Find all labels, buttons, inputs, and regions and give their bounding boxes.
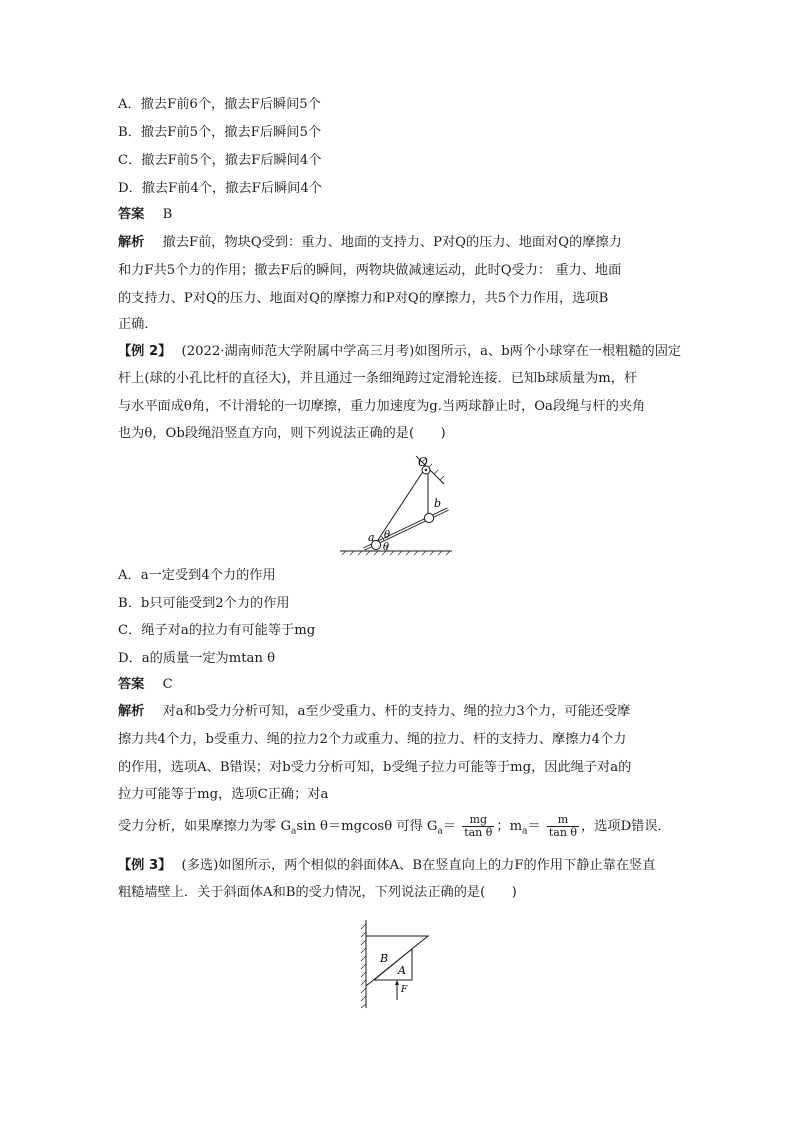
answer-label: 答案 (118, 677, 145, 692)
wall-hatch (361, 924, 366, 1008)
label-o: O (418, 455, 428, 469)
answer-value: C (162, 677, 173, 692)
formula-mid: sin θ＝mgcosθ 可得 G (296, 819, 438, 834)
ex2-option-d: D．a的质量一定为mtan θ (118, 651, 276, 666)
ex2-figure (330, 448, 470, 556)
q1-analysis-line-4: 正确． (118, 317, 158, 332)
q1-analysis-line-2: 和力F共5个力的作用；撤去F后的瞬间，两物块做减速运动，此时Q受力： 重力、地面 (118, 263, 622, 278)
q1-analysis-line-1 (118, 234, 622, 252)
example-tag: 【例 3】 (118, 858, 172, 873)
ex2-stem-line-4: 也为θ，Ob段绳沿竖直方向，则下列说法正确的是( ) (118, 426, 446, 441)
ex2-analysis-line-4: 拉力可能等于mg，选项C正确；对a (118, 787, 329, 802)
label-b: b (434, 497, 442, 510)
ex2-answer (118, 676, 173, 694)
ex2-formula-line (118, 813, 671, 843)
label-theta-ground: θ (383, 542, 390, 553)
label-a: A (398, 964, 406, 977)
ex2-option-a: A．a一定受到4个力的作用 (118, 568, 276, 583)
ex3-stem-line-2: 粗糙墙壁上．关于斜面体A和B的受力情况，下列说法正确的是( ) (118, 885, 517, 900)
ex2-stem-line-3: 与水平面成θ角，不计滑轮的一切摩擦，重力加速度为g.当两球静止时，Oa段绳与杆的夹角 (118, 399, 646, 414)
pulley-axle (425, 469, 427, 471)
q1-option-c: C．撤去F前5个，撤去F后瞬间4个 (118, 153, 322, 168)
fraction-1-numerator: mg (462, 814, 494, 827)
analysis-text: 对a和b受力分析可知，a至少受重力、杆的支持力、绳的拉力3个力，可能还受摩 (162, 704, 631, 719)
fraction-2-numerator: m (547, 814, 579, 827)
ball-b (424, 513, 433, 522)
ex2-option-b: B．b只可能受到2个力的作用 (118, 596, 290, 611)
q1-option-a: A．撤去F前6个，撤去F后瞬间5个 (118, 97, 321, 112)
formula-lead: 受力分析，如果摩擦力为零 G (118, 819, 291, 834)
force-arrow-head (395, 980, 399, 985)
answer-value: B (162, 207, 173, 222)
analysis-label: 解析 (118, 704, 145, 719)
fraction-1 (462, 814, 494, 839)
example-tag: 【例 2】 (118, 344, 172, 359)
q1-analysis-line-3: 的支持力、P对Q的压力、地面对Q的摩擦力和P对Q的摩擦力，共5个力作用，选项B (118, 291, 609, 306)
label-b: B (380, 952, 389, 965)
ex3-stem-line-1 (118, 857, 655, 875)
formula-eq-2: ＝ (527, 819, 541, 834)
formula-sub-a-2: a (437, 826, 443, 837)
stem-text: (2022·湖南师范大学附属中学高三月考)如图所示，a、b两个小球穿在一根粗糙的固定 (181, 344, 682, 359)
ex2-analysis-line-2: 擦力共4个力，b受重力、绳的拉力2个力或重力、绳的拉力、杆的支持力、摩擦力4个力 (118, 732, 627, 747)
q1-answer (118, 206, 172, 224)
fraction-1-denominator: tan θ (464, 826, 493, 839)
label-theta-string: θ (384, 530, 391, 541)
ex2-option-c: C．绳子对a的拉力有可能等于mg (118, 623, 316, 638)
q1-option-b: B．撤去F前5个，撤去F后瞬间5个 (118, 125, 322, 140)
fraction-2-denominator: tan θ (548, 826, 578, 839)
analysis-text: 撤去F前，物块Q受到：重力、地面的支持力、P对Q的压力、地面对Q的摩擦力 (162, 235, 622, 250)
formula-sub-a: a (290, 826, 297, 837)
q1-option-d: D．撤去F前4个，撤去F后瞬间4个 (118, 181, 322, 196)
answer-label: 答案 (118, 207, 145, 222)
formula-eq: ＝ (442, 819, 456, 834)
formula-tail: ，选项D错误． (581, 819, 671, 834)
stem-text: (多选)如图所示，两个相似的斜面体A、B在竖直向上的力F的作用下静止靠在竖直 (181, 858, 656, 873)
ex3-figure (350, 918, 436, 1010)
analysis-label: 解析 (118, 235, 145, 250)
ex2-stem-line-2: 杆上(球的小孔比杆的直径大)，并且通过一条细绳跨过定滑轮连接．已知b球质量为m，杆 (118, 371, 638, 386)
ground-hatch (342, 551, 450, 555)
formula-sub-a-3: a (522, 826, 528, 837)
formula-sep: ；m (496, 819, 523, 834)
label-f: F (401, 985, 408, 995)
ex2-analysis-line-1 (118, 703, 630, 721)
ex2-stem-line-1 (118, 343, 681, 361)
ex2-analysis-line-3: 的作用，选项A、B错误；对b受力分析可知，b受绳子拉力可能等于mg，因此绳子对a的 (118, 760, 632, 775)
label-a: a (368, 531, 375, 544)
fraction-2 (547, 814, 579, 839)
